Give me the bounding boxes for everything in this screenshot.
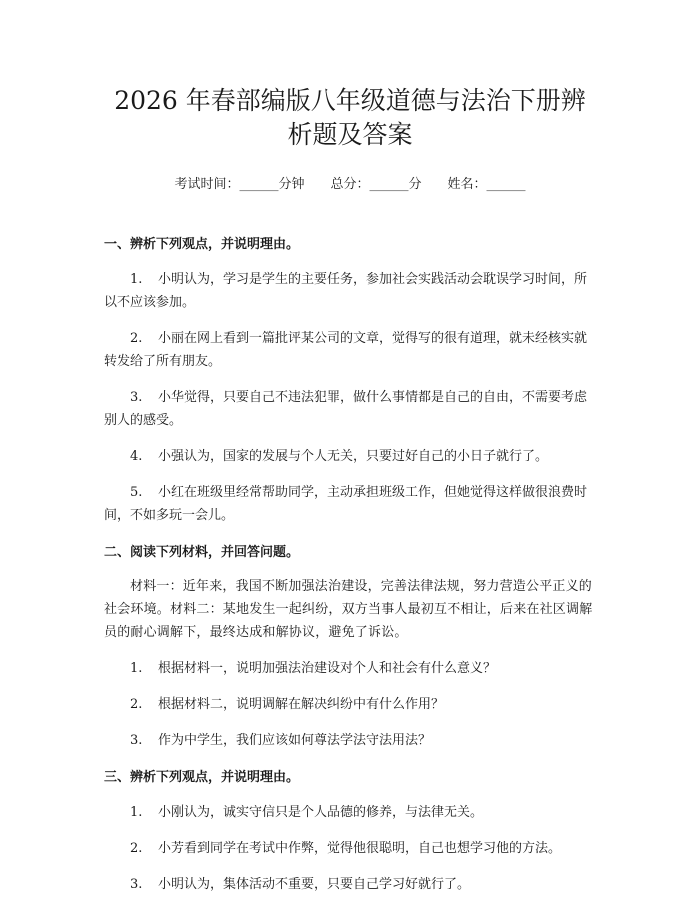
section-2-list (104, 657, 596, 752)
section-3-heading: 三、辨析下列观点，并说明理由。 (104, 770, 300, 785)
item-text: 小明认为，集体活动不重要，只要自己学习好就行了。 (158, 877, 471, 892)
item-text: 根据材料二，说明调解在解决纠纷中有什么作用？ (158, 697, 445, 712)
item-text: 小丽在网上看到一篇批评某公司的文章，觉得写的很有道理，就未经核实就转发给了所有朋友。 (104, 331, 588, 369)
item-number: 2. (130, 331, 143, 346)
item-text: 小红在班级里经常帮助同学，主动承担班级工作，但她觉得这样做很浪费时间，不如多玩一会儿。 (104, 485, 588, 523)
item-text: 小华觉得，只要自己不违法犯罪，做什么事情都是自己的自由，不需要考虑别人的感受。 (104, 390, 588, 428)
list-item (104, 873, 596, 896)
item-number: 1. (130, 661, 143, 676)
item-text: 小芳看到同学在考试中作弊，觉得他很聪明，自己也想学习他的方法。 (158, 841, 562, 856)
item-text: 小刚认为，诚实守信只是个人品德的修养，与法律无关。 (158, 805, 484, 820)
list-item (104, 657, 596, 680)
section-1-list (104, 268, 596, 527)
item-number: 3. (130, 733, 143, 748)
item-text: 小强认为，国家的发展与个人无关，只要过好自己的小日子就行了。 (158, 449, 549, 464)
list-item (104, 837, 596, 860)
exam-meta (104, 175, 596, 195)
name-field: 姓名：______ (447, 177, 526, 192)
item-text: 作为中学生，我们应该如何尊法学法守法用法？ (158, 733, 432, 748)
document-title: 2026 年春部编版八年级道德与法治下册辨析题及答案 (114, 86, 586, 149)
item-number: 2. (130, 697, 143, 712)
list-item (104, 729, 596, 752)
list-item (104, 445, 596, 468)
list-item (104, 268, 596, 314)
total-score-field: 总分：______分 (330, 177, 422, 192)
list-item (104, 386, 596, 432)
section-2-heading: 二、阅读下列材料，并回答问题。 (104, 545, 300, 560)
item-text: 小明认为，学习是学生的主要任务，参加社会实践活动会耽误学习时间，所以不应该参加。 (104, 272, 588, 310)
item-number: 1. (130, 805, 143, 820)
item-number: 3. (130, 390, 143, 405)
item-text: 根据材料一，说明加强法治建设对个人和社会有什么意义？ (158, 661, 497, 676)
list-item (104, 693, 596, 716)
item-number: 3. (130, 877, 143, 892)
reading-material: 材料一：近年来，我国不断加强法治建设，完善法律法规，努力营造公平正义的社会环境。材料二：某地发生一起纠纷，双方当事人最初互不相让，后来在社区调解员的耐心调解下，最终达成和解协议，避免了诉讼。 (104, 579, 593, 640)
item-number: 5. (130, 485, 143, 500)
list-item (104, 327, 596, 373)
item-number: 4. (130, 449, 143, 464)
item-number: 2. (130, 841, 143, 856)
section-3-list (104, 801, 596, 896)
list-item (104, 481, 596, 527)
item-number: 1. (130, 272, 143, 287)
section-1-heading: 一、辨析下列观点，并说明理由。 (104, 237, 300, 252)
list-item (104, 801, 596, 824)
exam-time-field: 考试时间：______分钟 (174, 177, 305, 192)
